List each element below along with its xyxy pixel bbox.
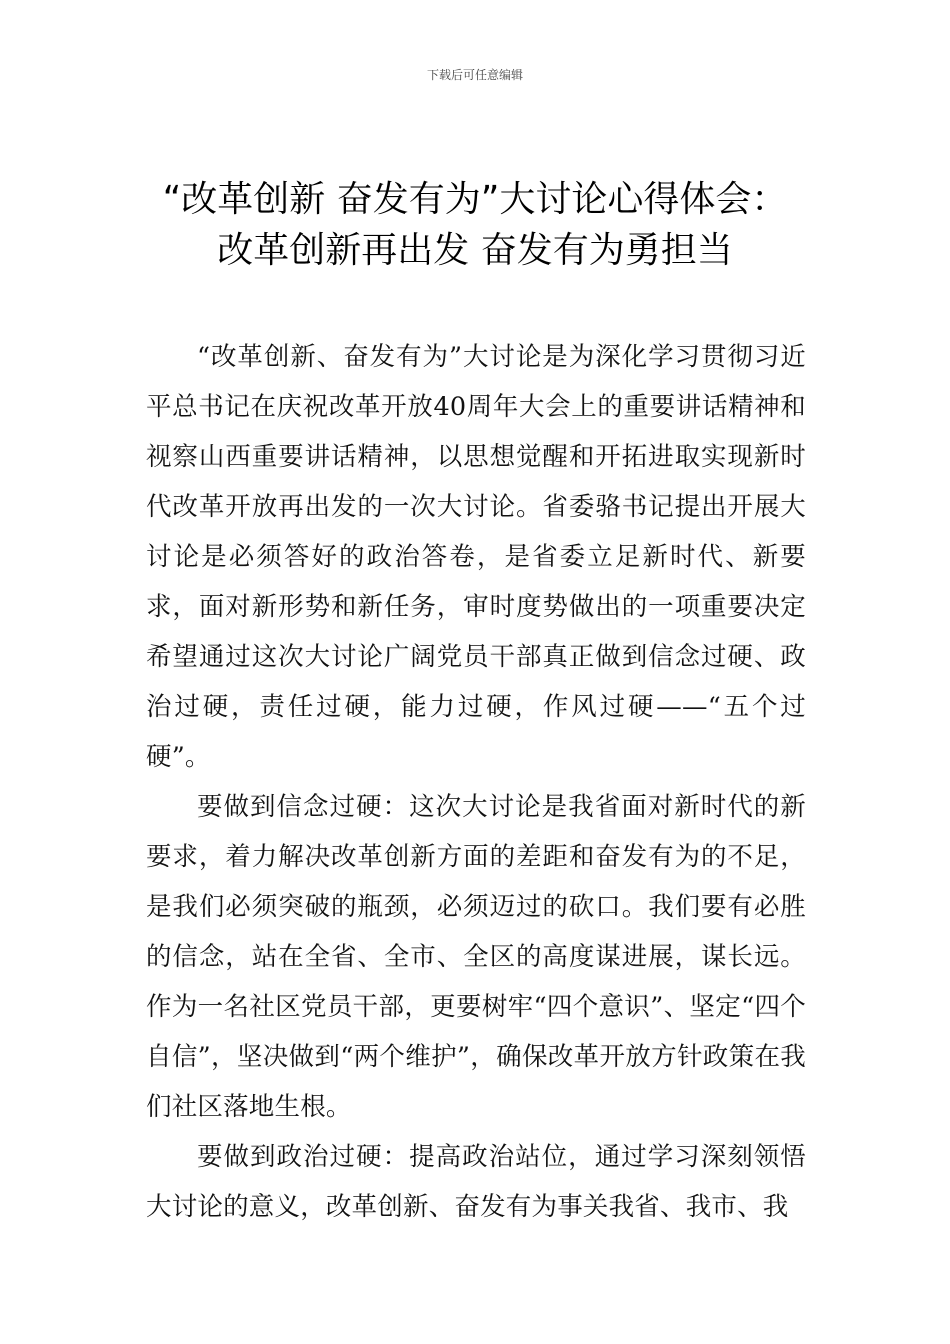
paragraph-belief: 要做到信念过硬：这次大讨论是我省面对新时代的新要求，着力解决改革创新方面的差距和奋发有为的不足，是我们必须突破的瓶颈，必须迈过的砍口。我们要有必胜的信念，站在全省、全市、全区的高度谋进展，谋长远。作为一名社区党员干部，更要树牢“四个意识”、坚定“四个自信”，坚决做到“两个维护”，确保改革开放方针政策在我们社区落地生根。 [146,792,806,1122]
paragraph-politics: 要做到政治过硬：提高政治站位，通过学习深刻领悟大讨论的意义，改革创新、奋发有为事关我省、我市、我 [146,1142,806,1222]
document-title [60,174,890,276]
paragraph-intro: “改革创新、奋发有为”大讨论是为深化学习贯彻习近平总书记在庆祝改革开放40周年大会上的重要讲话精神和视察山西重要讲话精神，以思想觉醒和开拓进取实现新时代改革开放再出发的一次大讨论。省委骆书记提出开展大讨论是必须答好的政治答卷，是省委立足新时代、新要求，面对新形势和新任务，审时度势做出的一项重要决定希望通过这次大讨论广阔党员干部真正做到信念过硬、政治过硬，责任过硬，能力过硬，作风过硬——“五个过硬”。 [146,342,806,772]
header-note: 下载后可任意编辑 [426,68,523,82]
title-line-2: 改革创新再出发 奋发有为勇担当 [217,230,733,271]
document-body [146,332,806,1232]
title-line-1: “改革创新 奋发有为”大讨论心得体会： [162,179,788,220]
